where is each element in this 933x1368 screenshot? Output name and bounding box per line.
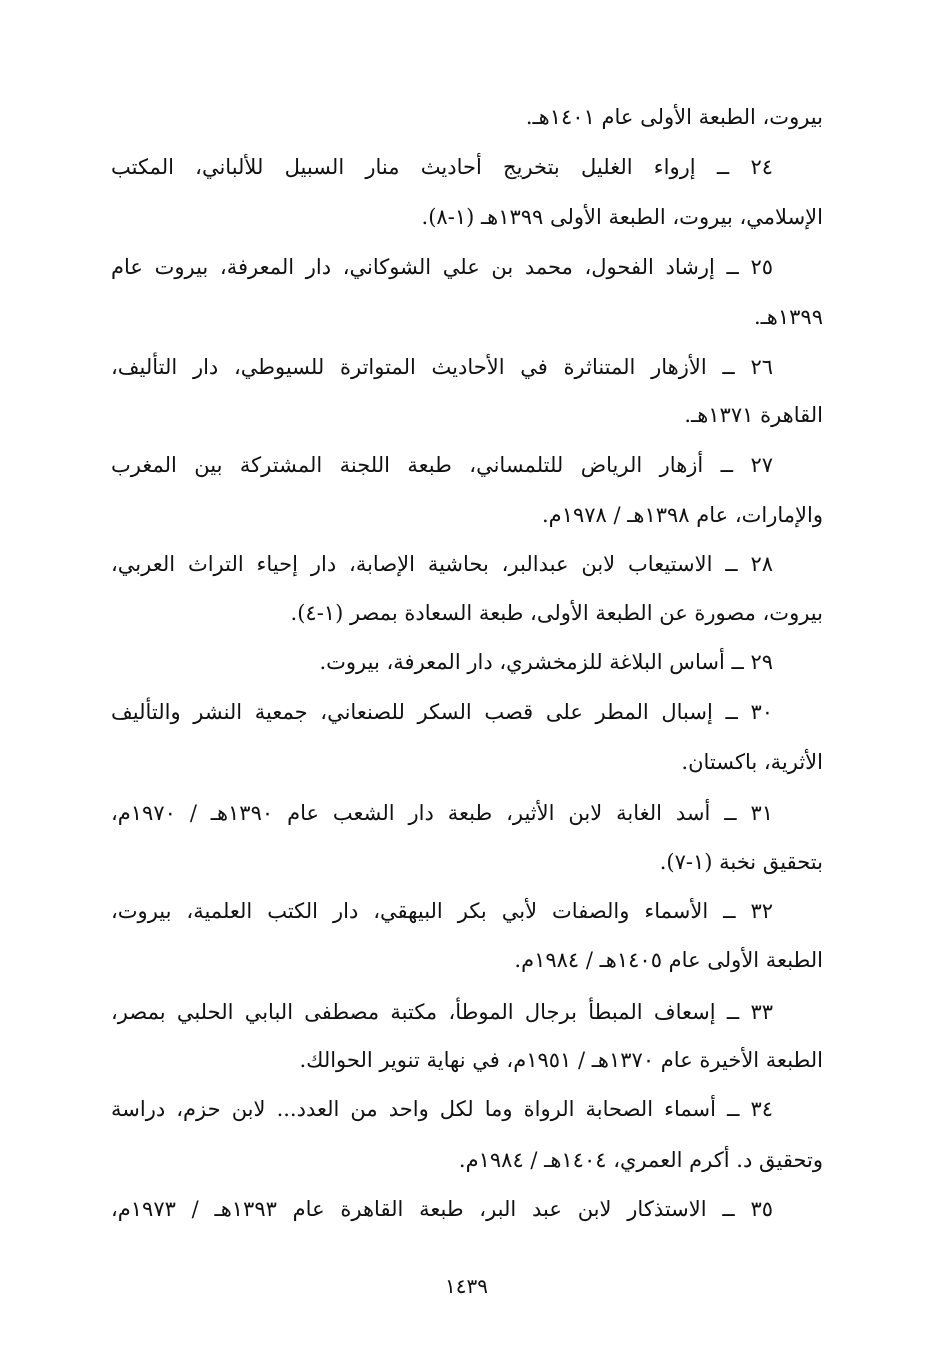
entry-25-line-2: ١٣٩٩هـ.	[753, 305, 823, 329]
entry-25-line-1: ٢٥ ــ إرشاد الفحول، محمد بن علي الشوكاني، دار المعرفة، بيروت عام	[111, 255, 773, 279]
entry-24-line-1: ٢٤ ــ إرواء الغليل بتخريج أحاديث منار السبيل للألباني، المكتب	[111, 155, 773, 179]
entry-28-line-2: بيروت، مصورة عن الطبعة الأولى، طبعة السعادة بمصر (١-٤).	[290, 601, 823, 625]
page-number: ١٤٣٩	[445, 1274, 488, 1298]
entry-30-line-1: ٣٠ ــ إسبال المطر على قصب السكر للصنعاني، جمعية النشر والتأليف	[111, 700, 773, 724]
entry-26-line-2: القاهرة ١٣٧١هـ.	[684, 403, 823, 427]
entry-27-line-2: والإمارات، عام ١٣٩٨هـ / ١٩٧٨م.	[542, 503, 823, 527]
text-line-1: بيروت، الطبعة الأولى عام ١٤٠١هـ.	[525, 105, 823, 129]
entry-35-line-1: ٣٥ ــ الاستذكار لابن عبد البر، طبعة القاهرة عام ١٣٩٣هـ / ١٩٧٣م،	[111, 1197, 774, 1221]
entry-33-line-2: الطبعة الأخيرة عام ١٣٧٠هـ / ١٩٥١م، في نهاية تنوير الحوالك.	[299, 1048, 823, 1072]
entry-31-line-1: ٣١ ــ أسد الغابة لابن الأثير، طبعة دار الشعب عام ١٣٩٠هـ / ١٩٧٠م،	[111, 801, 773, 825]
entry-32-line-2: الطبعة الأولى عام ١٤٠٥هـ / ١٩٨٤م.	[514, 948, 823, 972]
entry-30-line-2: الأثرية، باكستان.	[681, 750, 823, 774]
entry-27-line-1: ٢٧ ــ أزهار الرياض للتلمساني، طبعة اللجنة المشتركة بين المغرب	[111, 453, 773, 477]
entry-31-line-2: بتحقيق نخبة (١-٧).	[659, 850, 823, 874]
entry-29-line-1: ٢٩ ــ أساس البلاغة للزمخشري، دار المعرفة، بيروت.	[319, 650, 773, 674]
entry-33-line-1: ٣٣ ــ إسعاف المبطأ برجال الموطأ، مكتبة مصطفى البابي الحلبي بمصر،	[111, 1000, 773, 1024]
entry-26-line-1: ٢٦ ــ الأزهار المتناثرة في الأحاديث المتواترة للسيوطي، دار التأليف،	[111, 355, 773, 379]
entry-32-line-1: ٣٢ ــ الأسماء والصفات لأبي بكر البيهقي، دار الكتب العلمية، بيروت،	[111, 899, 774, 923]
entry-24-line-2: الإسلامي، بيروت، الطبعة الأولى ١٣٩٩هـ (١-٨).	[421, 205, 823, 229]
entry-34-line-1: ٣٤ ــ أسماء الصحابة الرواة وما لكل واحد من العدد... لابن حزم، دراسة	[111, 1097, 773, 1121]
entry-34-line-2: وتحقيق د. أكرم العمري، ١٤٠٤هـ / ١٩٨٤م.	[458, 1148, 823, 1172]
entry-28-line-1: ٢٨ ــ الاستيعاب لابن عبدالبر، بحاشية الإصابة، دار إحياء التراث العربي،	[111, 552, 773, 576]
